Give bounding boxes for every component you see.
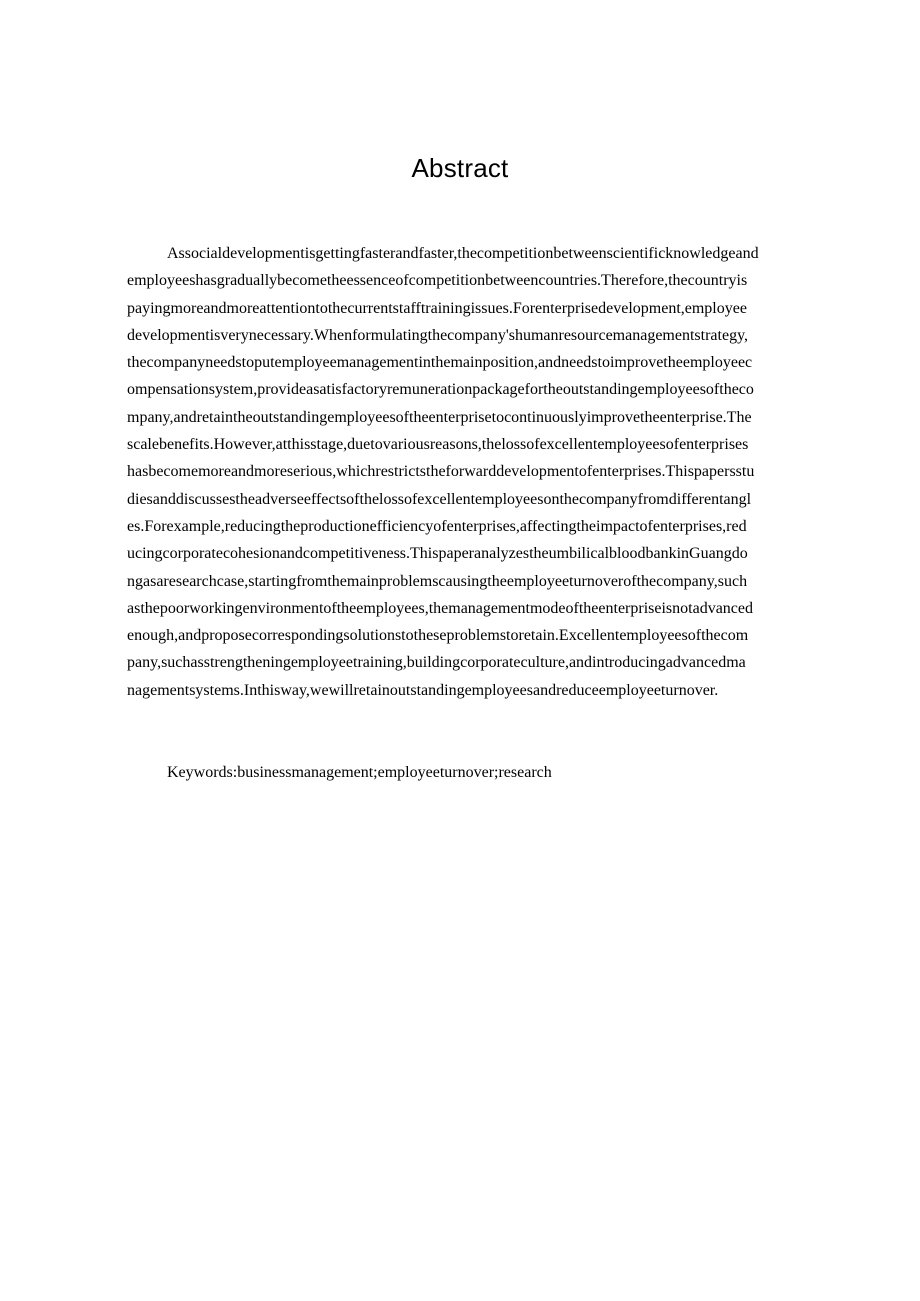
abstract-line: hasbecomemoreandmoreserious,whichrestrictstheforwarddevelopmentofenterprises.Thispapersstu [127, 463, 755, 481]
abstract-title: Abstract [411, 153, 509, 183]
abstract-line: enough,andproposecorrespondingsolutionstotheseproblemstoretain.Excellentemployeesofthecom [127, 627, 749, 645]
abstract-line: nagementsystems.Inthisway,wewillretainoutstandingemployeesandreduceemployeeturnover. [127, 681, 719, 699]
abstract-line: mpany,andretaintheoutstandingemployeesoftheenterprisetocontinuouslyimprovetheenterprise.The [127, 408, 752, 426]
abstract-line: developmentisverynecessary.Whenformulatingthecompany'shumanresourcemanagementstrategy, [127, 326, 749, 344]
abstract-line: ompensationsystem,provideasatisfactoryremunerationpackagefortheoutstandingemployeesoftheco [127, 381, 754, 399]
abstract-body [127, 240, 857, 704]
abstract-line: diesanddiscussestheadverseeffectsofthelossofexcellentemployeesonthecompanyfromdifferentangl [127, 490, 752, 508]
abstract-line: pany,suchasstrengtheningemployeetraining,buildingcorporateculture,andintroducingadvancedma [127, 654, 746, 672]
abstract-line: es.Forexample,reducingtheproductionefficiencyofenterprises,affectingtheimpactofenterprises,red [127, 517, 747, 535]
abstract-line: asthepoorworkingenvironmentoftheemployees,themanagementmodeoftheenterpriseisnotadvanced [127, 599, 754, 617]
abstract-line: Associaldevelopmentisgettingfasterandfaster,thecompetitionbetweenscientificknowledgeand [167, 245, 759, 262]
abstract-line: thecompanyneedstoputemployeemanagementinthemainposition,andneedstoimprovetheemployeec [127, 354, 753, 372]
abstract-line: payingmoreandmoreattentiontothecurrentstafftrainingissues.Forenterprisedevelopment,employee [127, 299, 747, 317]
keywords-line: Keywords:businessmanagement;employeeturnover;research [167, 764, 552, 781]
abstract-line: employeeshasgraduallybecometheessenceofcompetitionbetweencountries.Therefore,thecountryis [127, 272, 748, 290]
abstract-line: ucingcorporatecohesionandcompetitiveness.ThispaperanalyzestheumbilicalbloodbankinGuangdo [127, 545, 748, 563]
abstract-line: ngasaresearchcase,startingfromthemainproblemscausingtheemployeeturnoverofthecompany,such [127, 572, 748, 590]
abstract-line: scalebenefits.However,atthisstage,duetovariousreasons,thelossofexcellentemployeesofenterprises [127, 436, 749, 454]
